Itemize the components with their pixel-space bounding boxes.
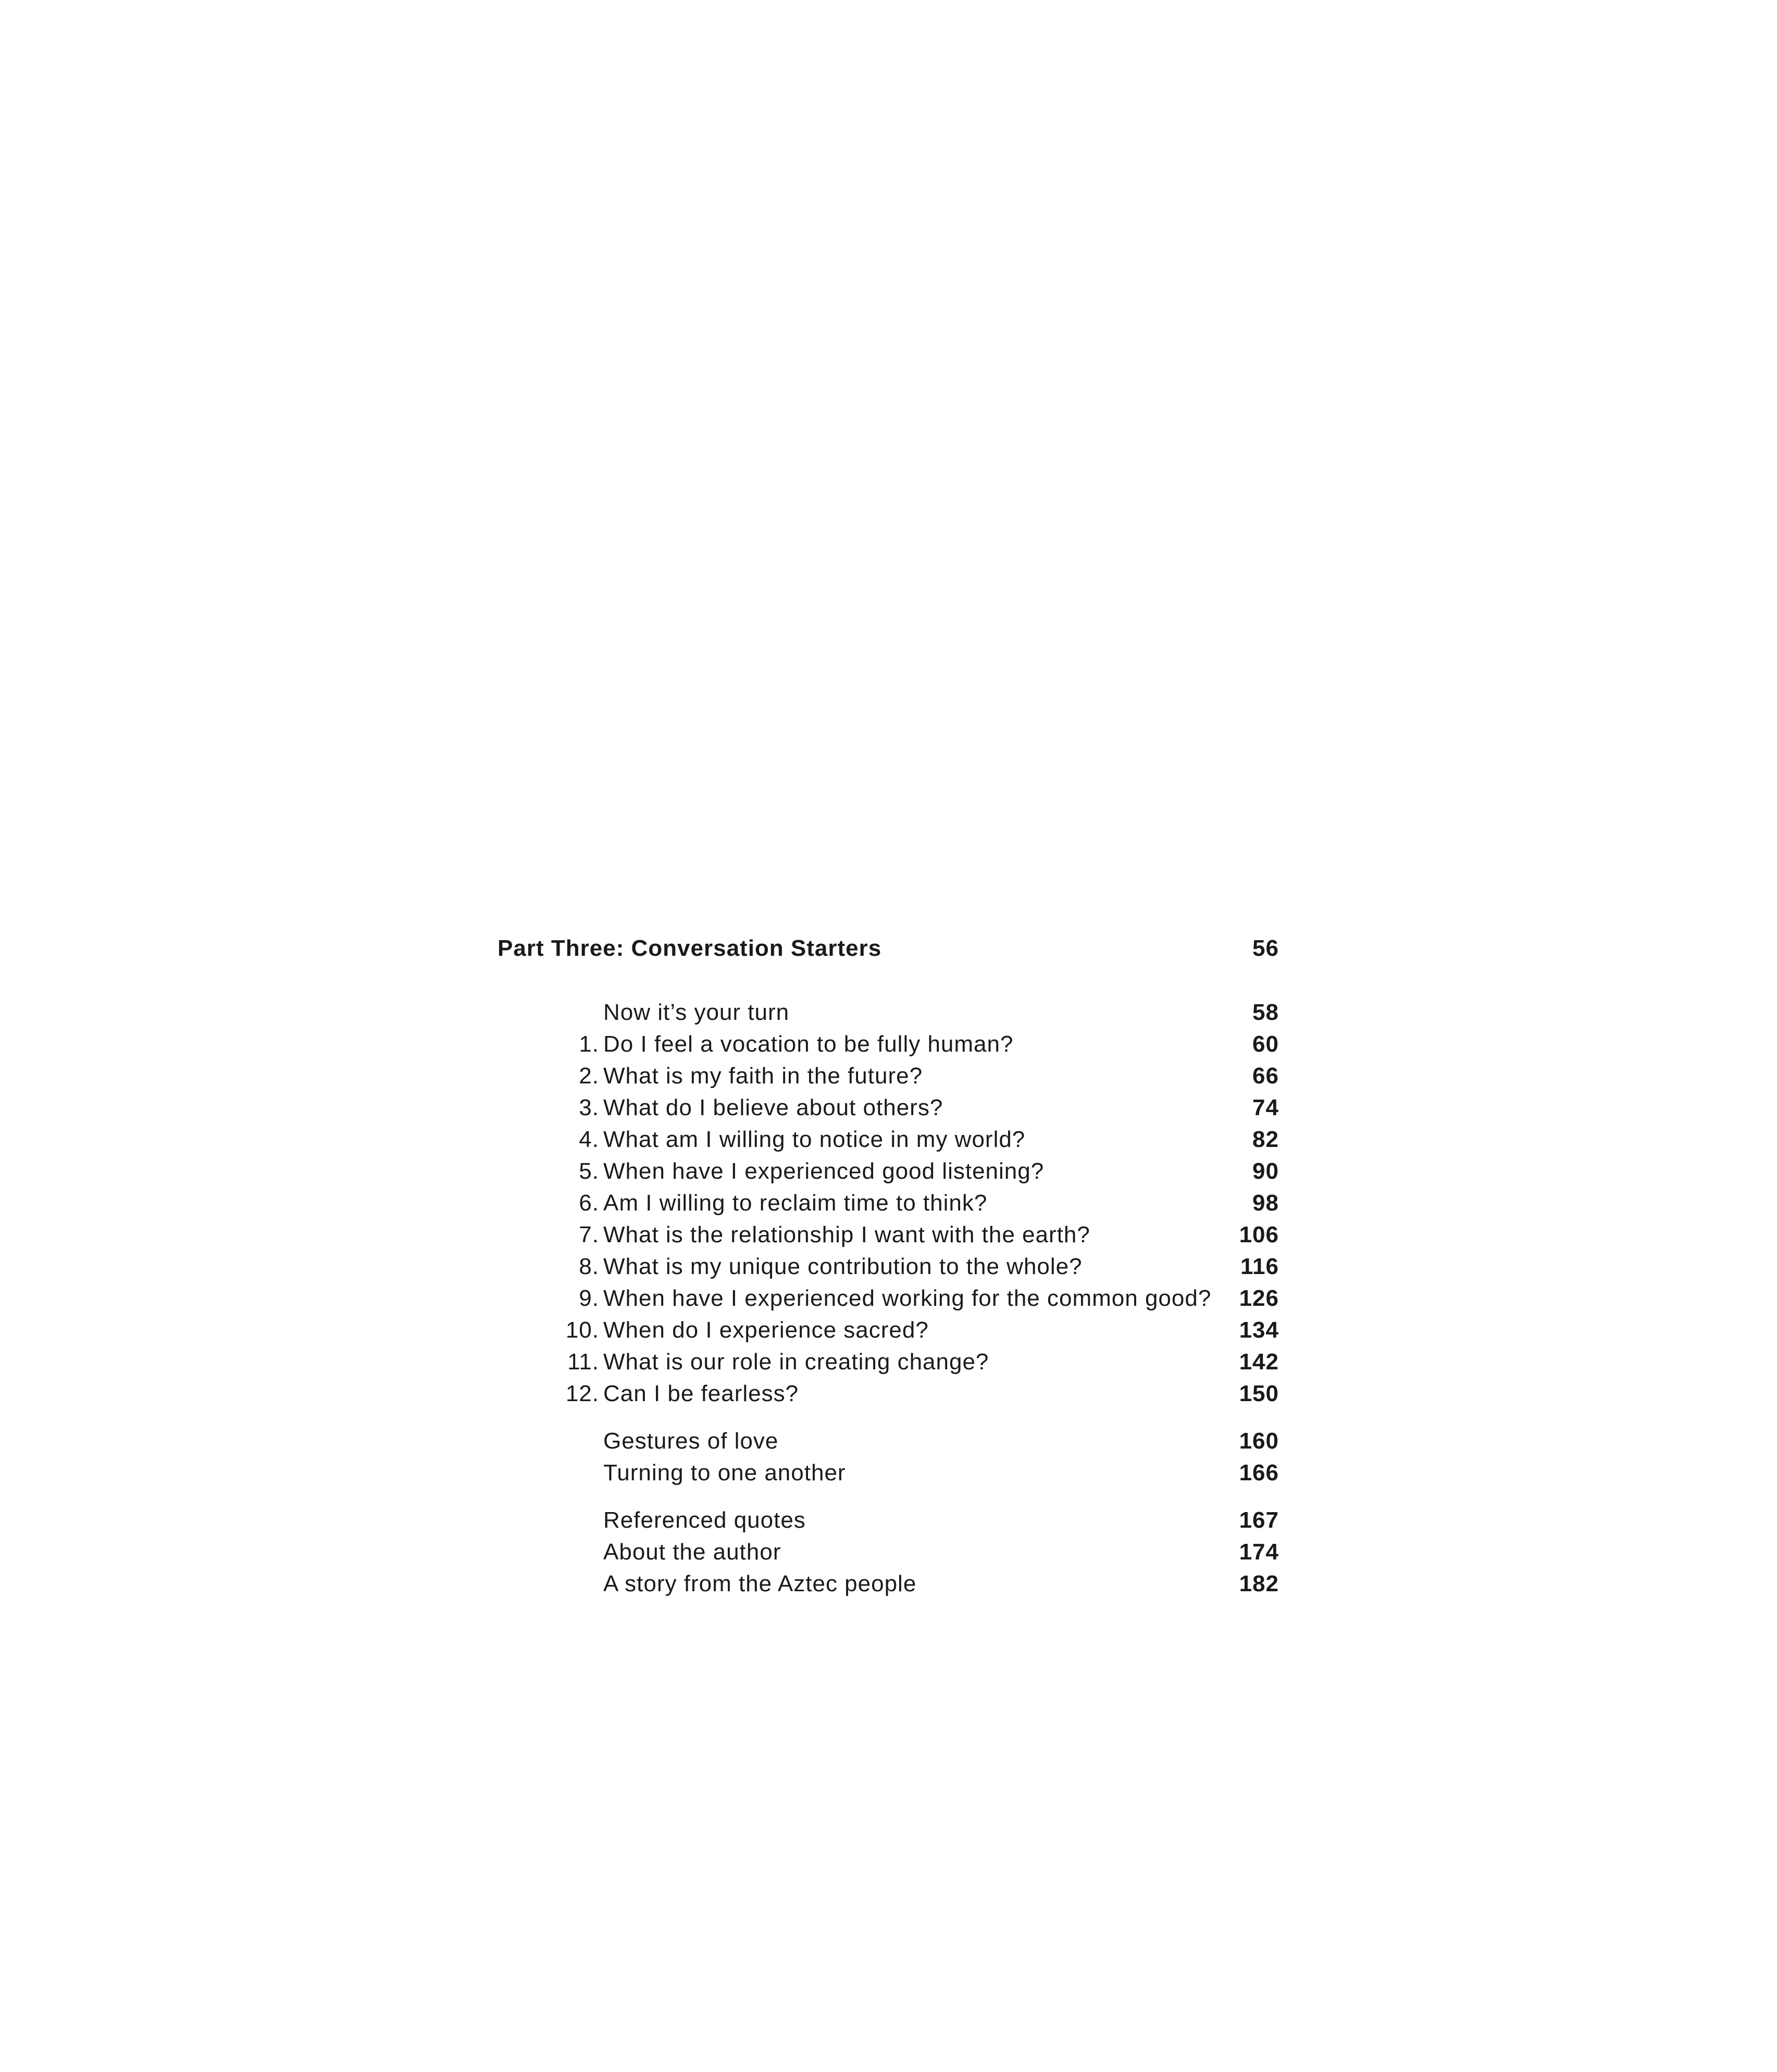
toc-entry[interactable] <box>498 1378 1279 1409</box>
entry-page-number: 90 <box>1252 1158 1279 1184</box>
entry-label: What is my unique contribution to the whole? <box>603 1254 1083 1279</box>
toc-entry[interactable] <box>498 1155 1279 1187</box>
closing-group <box>498 1425 1279 1489</box>
entry-page-number: 116 <box>1240 1254 1279 1279</box>
entry-page-number: 82 <box>1252 1127 1279 1152</box>
entry-number: 8. <box>579 1254 599 1279</box>
entry-page-number: 160 <box>1239 1428 1279 1454</box>
entry-number: 6. <box>579 1190 599 1216</box>
entry-label: When do I experience sacred? <box>603 1317 929 1343</box>
section-heading <box>498 932 1279 964</box>
entry-number: 7. <box>579 1222 599 1247</box>
entry-label: Gestures of love <box>603 1428 779 1454</box>
entry-page-number: 150 <box>1239 1381 1279 1406</box>
questions-group <box>498 1028 1279 1409</box>
entry-page-number: 66 <box>1252 1063 1279 1089</box>
section-page-number: 56 <box>1252 935 1279 961</box>
toc-entry[interactable] <box>498 1028 1279 1060</box>
entry-page-number: 106 <box>1239 1222 1279 1247</box>
entry-number: 1. <box>579 1031 599 1057</box>
entry-label: What am I willing to notice in my world? <box>603 1127 1026 1152</box>
entry-page-number: 142 <box>1239 1349 1279 1375</box>
entry-label: Do I feel a vocation to be fully human? <box>603 1031 1014 1057</box>
entry-page-number: 98 <box>1252 1190 1279 1216</box>
entry-page-number: 166 <box>1239 1460 1279 1486</box>
entry-page-number: 60 <box>1252 1031 1279 1057</box>
entry-label: Turning to one another <box>603 1460 846 1486</box>
intro-group <box>498 996 1279 1028</box>
entry-page-number: 182 <box>1239 1571 1279 1596</box>
toc-entry[interactable] <box>498 1504 1279 1536</box>
toc-entry[interactable] <box>498 1092 1279 1124</box>
entry-page-number: 167 <box>1239 1507 1279 1533</box>
toc-entry[interactable] <box>498 1346 1279 1378</box>
entry-label: About the author <box>603 1539 781 1565</box>
entry-number: 11. <box>567 1349 599 1375</box>
entry-label: What is our role in creating change? <box>603 1349 989 1375</box>
entry-number: 4. <box>579 1127 599 1152</box>
toc-entry[interactable] <box>498 1060 1279 1092</box>
entry-number: 2. <box>579 1063 599 1089</box>
section-title: Part Three: Conversation Starters <box>498 935 882 961</box>
entry-number: 9. <box>579 1285 599 1311</box>
entry-number: 12. <box>565 1381 599 1406</box>
entry-number: 3. <box>579 1095 599 1120</box>
toc-entry[interactable] <box>498 1187 1279 1219</box>
entry-page-number: 126 <box>1239 1285 1279 1311</box>
entry-label: Am I willing to reclaim time to think? <box>603 1190 988 1216</box>
entry-label: A story from the Aztec people <box>603 1571 917 1596</box>
entry-page-number: 174 <box>1239 1539 1279 1565</box>
entry-number: 10. <box>565 1317 599 1343</box>
toc-entry[interactable] <box>498 1425 1279 1457</box>
backmatter-group <box>498 1504 1279 1600</box>
toc-entry[interactable] <box>498 996 1279 1028</box>
entry-label: What is my faith in the future? <box>603 1063 923 1089</box>
entry-number: 5. <box>579 1158 599 1184</box>
entry-page-number: 74 <box>1252 1095 1279 1120</box>
toc-entry[interactable] <box>498 1314 1279 1346</box>
entry-label: Now it’s your turn <box>603 1000 790 1025</box>
entry-page-number: 58 <box>1252 1000 1279 1025</box>
entry-label: What is the relationship I want with the earth? <box>603 1222 1090 1247</box>
table-of-contents <box>498 932 1279 1600</box>
entry-label: Referenced quotes <box>603 1507 806 1533</box>
toc-entry[interactable] <box>498 1124 1279 1155</box>
toc-entry[interactable] <box>498 1536 1279 1568</box>
entry-label: What do I believe about others? <box>603 1095 943 1120</box>
toc-entry[interactable] <box>498 1457 1279 1489</box>
entry-label: When have I experienced good listening? <box>603 1158 1045 1184</box>
entry-label: When have I experienced working for the common good? <box>603 1285 1212 1311</box>
toc-entry[interactable] <box>498 1568 1279 1600</box>
entry-page-number: 134 <box>1239 1317 1279 1343</box>
toc-entry[interactable] <box>498 1219 1279 1251</box>
entry-label: Can I be fearless? <box>603 1381 799 1406</box>
toc-entry[interactable] <box>498 1282 1279 1314</box>
toc-entry[interactable] <box>498 1251 1279 1282</box>
